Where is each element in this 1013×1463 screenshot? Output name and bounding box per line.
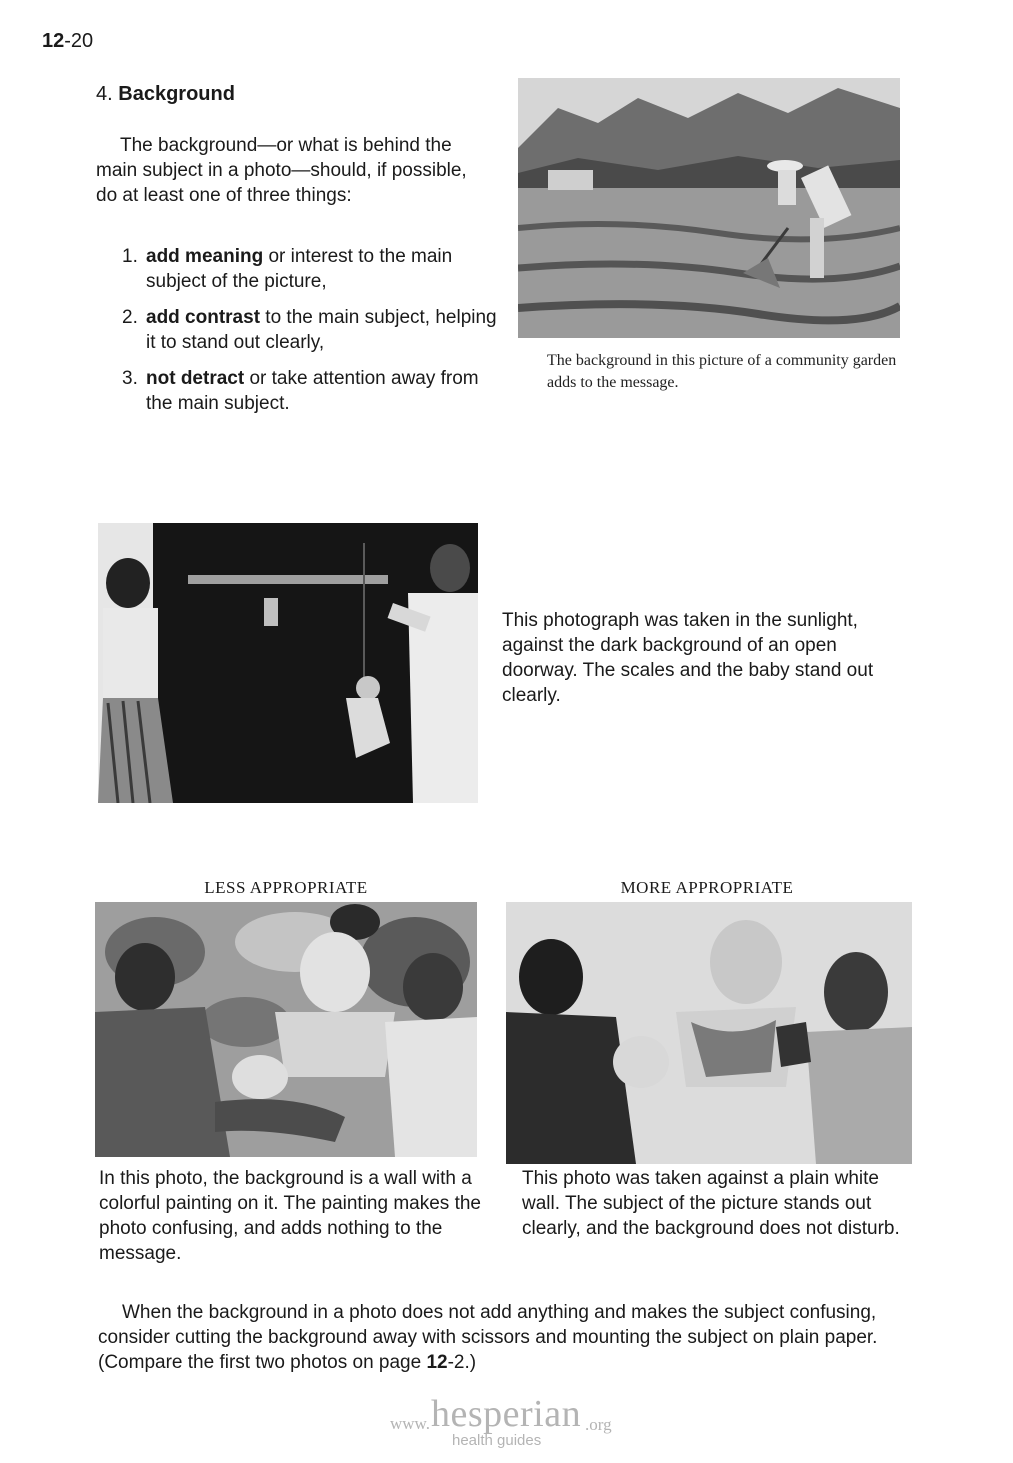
more-appropriate-caption: This photo was taken against a plain white wall. The subject of the picture stands out clearly, and the background does not disturb. xyxy=(522,1168,900,1239)
list-item: 2. add contrast to the main subject, helping it to stand out clearly, xyxy=(122,307,497,353)
logo-www: www. xyxy=(390,1414,430,1433)
logo-brand: hesperian xyxy=(431,1393,582,1435)
community-garden-photo xyxy=(518,78,900,338)
garden-photo-caption: The background in this picture of a community garden adds to the message. xyxy=(547,352,897,391)
section-number: 4. xyxy=(96,83,113,105)
more-appropriate-label: MORE APPROPRIATE xyxy=(620,878,794,897)
more-appropriate-photo xyxy=(506,902,912,1164)
logo-tagline: health guides xyxy=(452,1432,542,1449)
less-appropriate-label: LESS APPROPRIATE xyxy=(204,878,368,897)
intro-paragraph: The background—or what is behind the main subject in a photo—should, if possible, do at least one of three things: xyxy=(96,135,467,206)
hesperian-logo[interactable] xyxy=(390,1393,630,1454)
background-criteria-list xyxy=(122,244,502,427)
scales-photo-description: This photograph was taken in the sunlight, against the dark background of an open doorway. The scales and the baby stand out clearly. xyxy=(502,610,874,706)
less-appropriate-photo xyxy=(95,902,477,1157)
page-number: 12-20 xyxy=(42,30,94,52)
list-item: 3. not detract or take attention away from the main subject. xyxy=(122,368,479,414)
list-item: 1. add meaning or interest to the main subject of the picture, xyxy=(122,246,453,292)
logo-org: .org xyxy=(585,1415,612,1434)
baby-scales-photo xyxy=(98,523,478,803)
section-title: Background xyxy=(118,83,235,105)
section-heading xyxy=(96,83,235,106)
less-appropriate-caption: In this photo, the background is a wall with a colorful painting on it. The painting makes the photo confusing, and adds nothing to the message. xyxy=(99,1168,481,1264)
closing-paragraph: When the background in a photo does not add anything and makes the subject confusing, consider cutting the background away with scissors and mounting the subject on plain paper. (Compare the first two photos on page 12-2.) xyxy=(98,1302,878,1373)
